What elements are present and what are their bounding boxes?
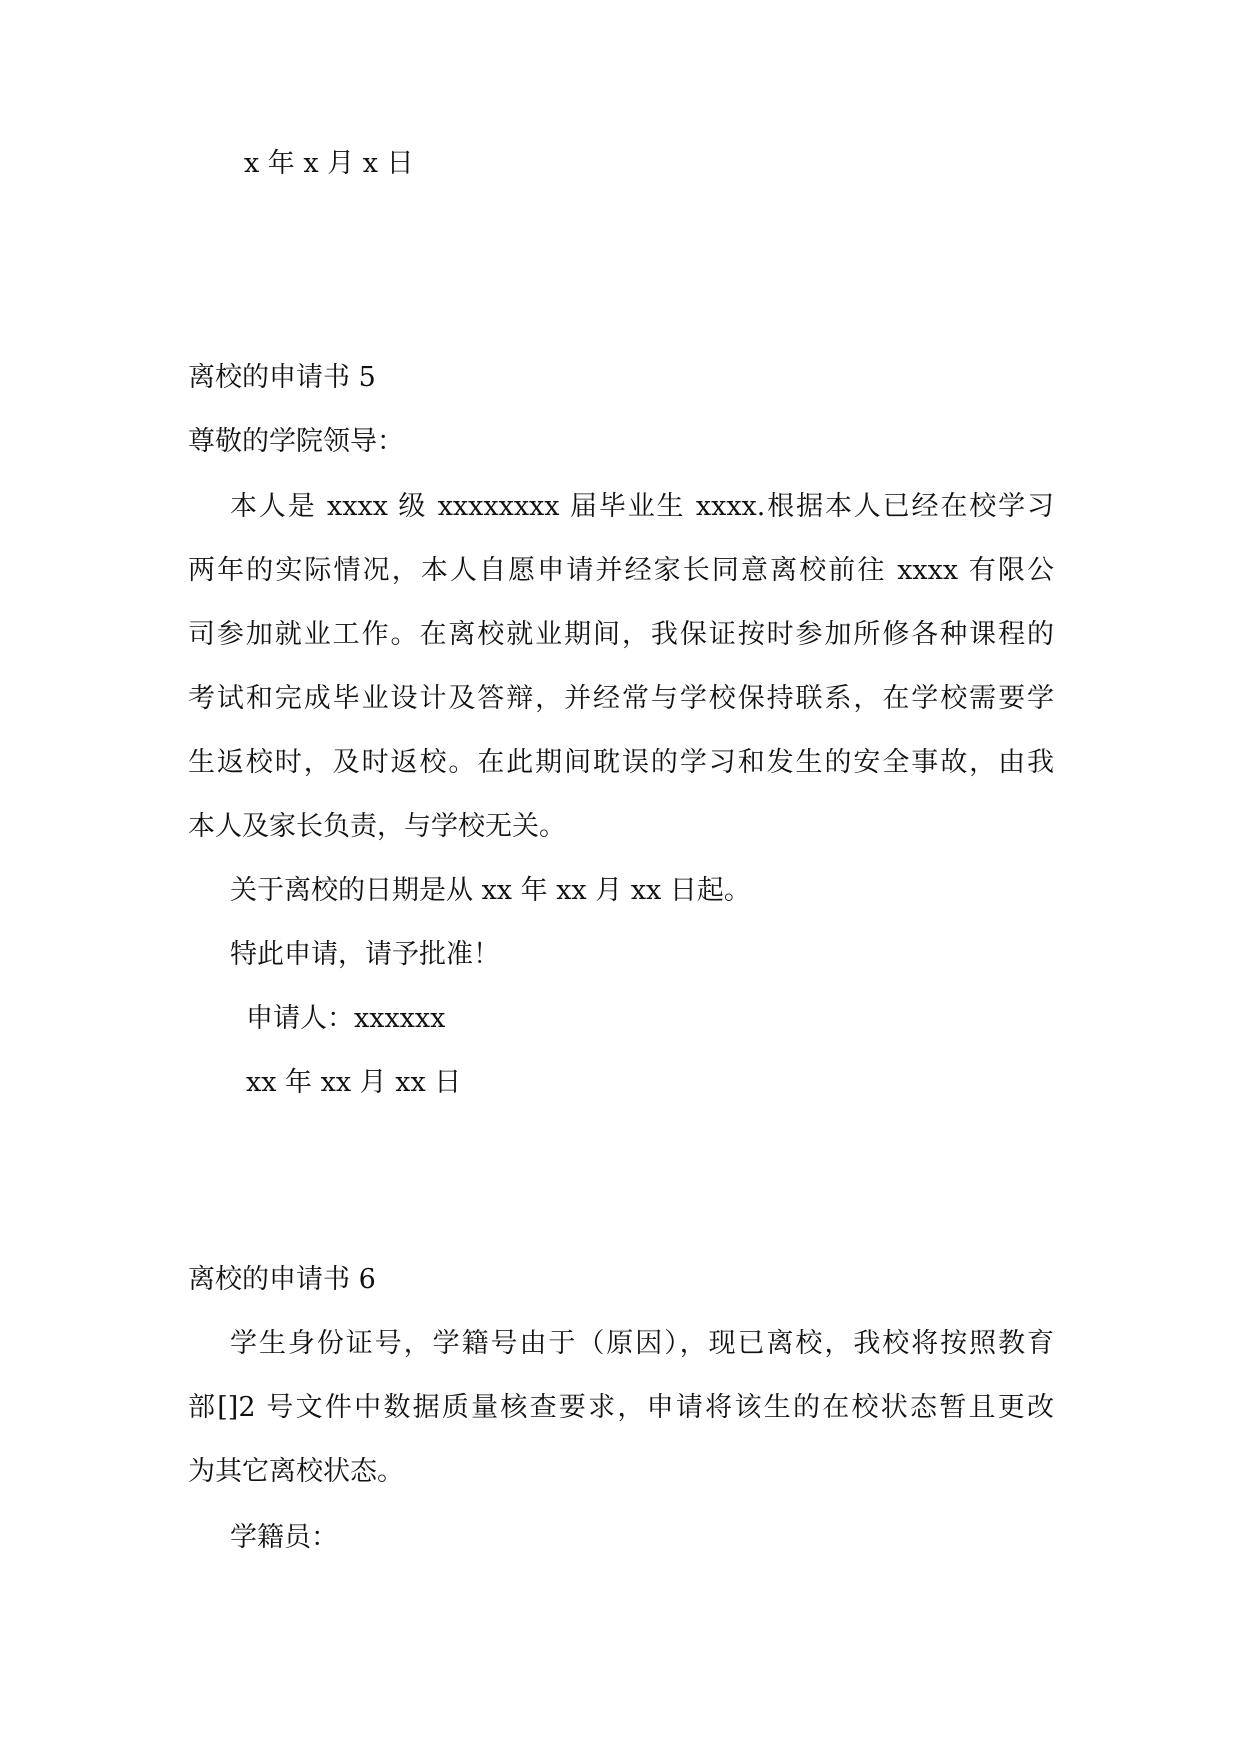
letter5-body-line: 司参加就业工作。在离校就业期间，我保证按时参加所修各种课程的 bbox=[188, 619, 1054, 650]
letter6-registrar: 学籍员： bbox=[230, 1522, 338, 1553]
letter6-body-line: 部[]2 号文件中数据质量核查要求，申请将该生的在校状态暂且更改 bbox=[188, 1392, 1054, 1423]
letter5-body-line: 生返校时，及时返校。在此期间耽误的学习和发生的安全事故，由我 bbox=[188, 747, 1054, 778]
letter5-body-line: 两年的实际情况，本人自愿申请并经家长同意离校前往 xxxx 有限公 bbox=[188, 555, 1054, 586]
letter5-body-line: 本人及家长负责，与学校无关。 bbox=[188, 811, 566, 842]
letter5-date: xx 年 xx 月 xx 日 bbox=[246, 1067, 462, 1098]
letter4-date: x 年 x 月 x 日 bbox=[244, 148, 414, 179]
letter5-body-line: 本人是 xxxx 级 xxxxxxxx 届毕业生 xxxx.根据本人已经在校学习 bbox=[230, 491, 1054, 522]
letter5-request: 特此申请，请予批准！ bbox=[230, 939, 500, 970]
letter5-body-line: 考试和完成毕业设计及答辩，并经常与学校保持联系，在学校需要学 bbox=[188, 683, 1054, 714]
letter6-title: 离校的申请书 6 bbox=[188, 1264, 376, 1295]
letter6-body-line: 学生身份证号，学籍号由于（原因），现已离校，我校将按照教育 bbox=[230, 1328, 1054, 1359]
letter5-applicant: 申请人：xxxxxx bbox=[246, 1003, 446, 1034]
letter6-body-line: 为其它离校状态。 bbox=[188, 1456, 404, 1487]
letter5-date-paragraph: 关于离校的日期是从 xx 年 xx 月 xx 日起。 bbox=[230, 875, 751, 906]
letter5-title: 离校的申请书 5 bbox=[188, 362, 376, 393]
letter5-salutation: 尊敬的学院领导： bbox=[188, 426, 404, 457]
